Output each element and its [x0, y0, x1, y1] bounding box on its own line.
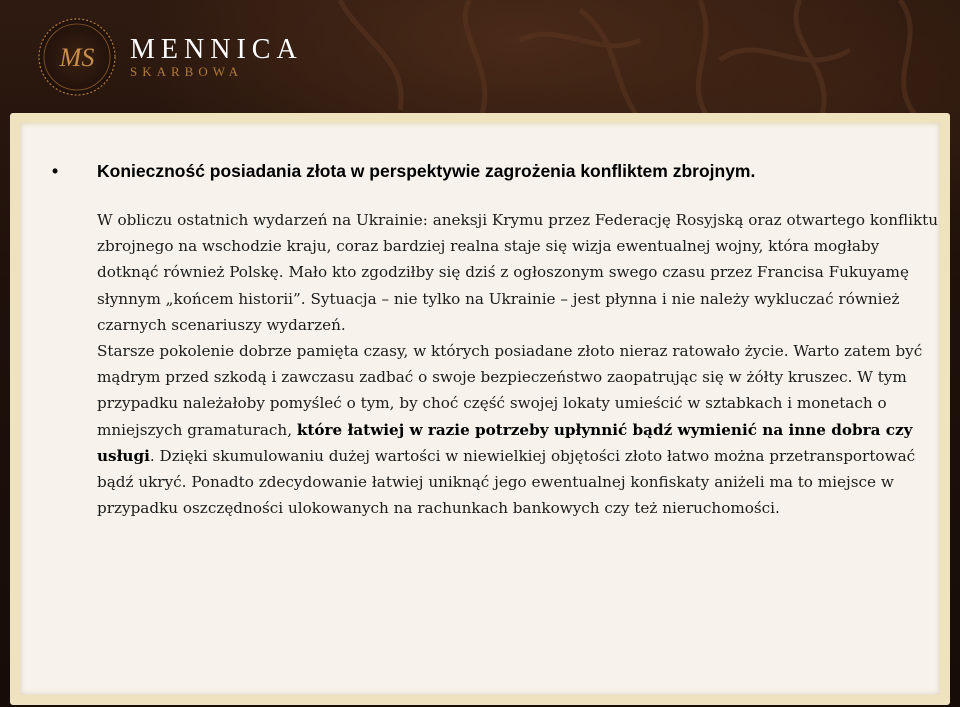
monogram-text: MS — [59, 43, 95, 72]
heading-text: Konieczność posiadania złota w perspektywie zagrożenia konfliktem zbrojnym. — [97, 161, 756, 181]
brand-subname: SKARBOWA — [130, 64, 243, 79]
paragraph-1: W obliczu ostatnich wydarzeń na Ukrainie: aneksji Krymu przez Federację Rosyjską oraz otwartego konfliktu zbrojnego na wschodzie kraju, coraz bardziej realna staje się wizja ewentualnej wojny, która mogłaby dotknąć również Polskę. Mało kto zgodziłby się dziś z ogłoszonym swego czasu przez Francisa Fukuyamę słynnym „końcem historii”. Sytuacja – nie tylko na Ukrainie – jest płynna i nie należy wykluczać również czarnych scenariuszy wydarzeń. — [97, 211, 939, 334]
paragraph-2 — [97, 338, 942, 521]
brand-text — [130, 35, 303, 79]
ornament-decoration — [280, 0, 960, 120]
brand-name: MENNICA — [130, 34, 303, 65]
bullet-icon: • — [52, 161, 59, 181]
paragraph-2-bold: które łatwiej w razie potrzeby upłynnić bądź wymienić na inne dobra czy usługi — [97, 420, 913, 465]
paragraph-2-part-2: . Dzięki skumulowaniu dużej wartości w niewielkiej objętości złoto łatwo można przetransportować bądź ukryć. Ponadto zdecydowanie łatwiej uniknąć jego ewentualnej konfiskaty aniżeli ma to miejsce w przypadku oszczędności ulokowanych na rachunkach bankowych czy też nieruchomości. — [97, 446, 916, 518]
content-panel — [10, 113, 950, 705]
content-inner — [40, 123, 939, 695]
body-text — [97, 207, 942, 521]
paragraph-2-part-1: Starsze pokolenie dobrze pamięta czasy, w których posiadane złoto nieraz ratowało życie. Warto zatem być mądrym przed szkodą i zawczasu zadbać o swoje bezpieczeństwo zaopatrując się w żółty kruszec. W tym przypadku należałoby pomyśleć o tym, by choć część swojej lokaty umieścić w sztabkach i monetach o mniejszych gramaturach, — [97, 342, 923, 439]
brand-logo[interactable] — [36, 12, 303, 102]
monogram-emblem-icon — [36, 16, 118, 98]
